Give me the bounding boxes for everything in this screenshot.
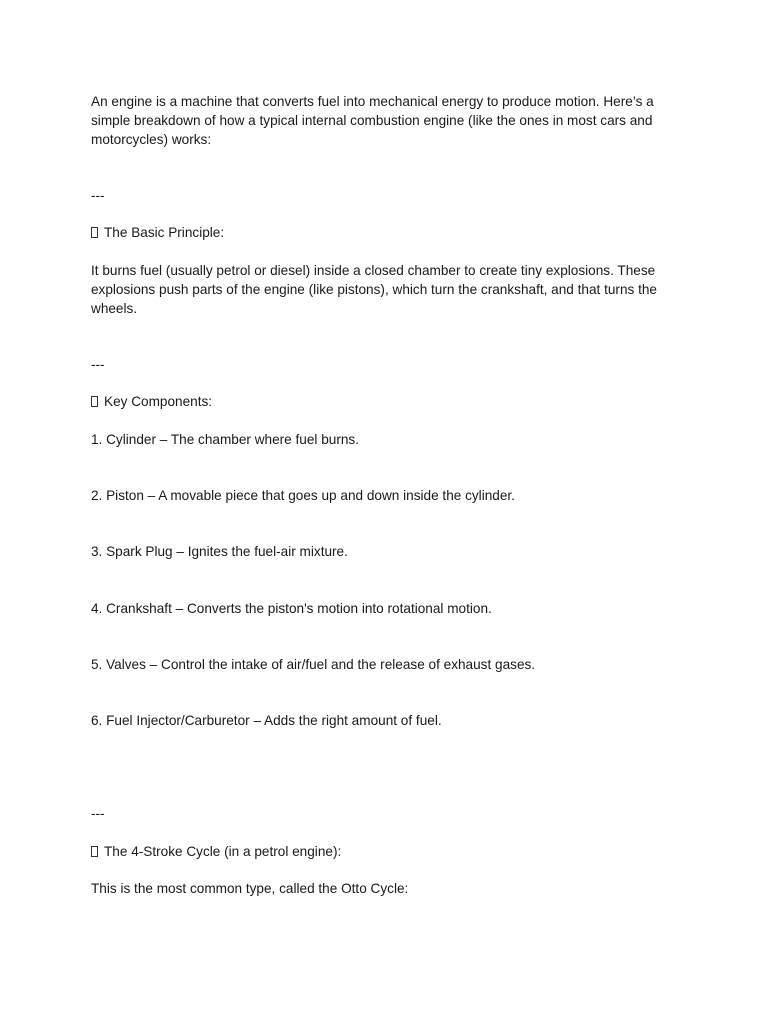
divider-2: --- xyxy=(91,357,105,372)
missing-glyph-icon xyxy=(91,396,98,407)
section-heading-4-stroke-cycle xyxy=(91,842,681,861)
divider-1: --- xyxy=(91,188,105,203)
list-item-spark-plug: 3. Spark Plug – Ignites the fuel-air mixture. xyxy=(91,544,348,559)
section-heading-text: The 4-Stroke Cycle (in a petrol engine): xyxy=(104,844,342,859)
intro-paragraph: An engine is a machine that converts fuel into mechanical energy to produce motion. Here’s a simple breakdown of how a typical internal combustion engine (like the ones in most cars and motorcycles) works: xyxy=(91,94,654,147)
divider-3: --- xyxy=(91,806,105,821)
section-heading-text: The Basic Principle: xyxy=(104,225,225,240)
list-item-crankshaft: 4. Crankshaft – Converts the piston's motion into rotational motion. xyxy=(91,601,492,616)
section-heading-text: Key Components: xyxy=(104,394,213,409)
list-item-cylinder: 1. Cylinder – The chamber where fuel burns. xyxy=(91,432,359,447)
missing-glyph-icon xyxy=(91,846,98,857)
section-heading-basic-principle xyxy=(91,223,681,242)
list-item-fuel-injector: 6. Fuel Injector/Carburetor – Adds the right amount of fuel. xyxy=(91,713,442,728)
otto-cycle-paragraph: This is the most common type, called the Otto Cycle: xyxy=(91,881,409,896)
missing-glyph-icon xyxy=(91,227,98,238)
section-heading-key-components xyxy=(91,392,681,411)
list-item-piston: 2. Piston – A movable piece that goes up and down inside the cylinder. xyxy=(91,488,515,503)
list-item-valves: 5. Valves – Control the intake of air/fuel and the release of exhaust gases. xyxy=(91,657,536,672)
basic-principle-paragraph: It burns fuel (usually petrol or diesel) inside a closed chamber to create tiny explosions. These explosions push parts of the engine (like pistons), which turn the crankshaft, and that turns the wheels. xyxy=(91,263,657,316)
